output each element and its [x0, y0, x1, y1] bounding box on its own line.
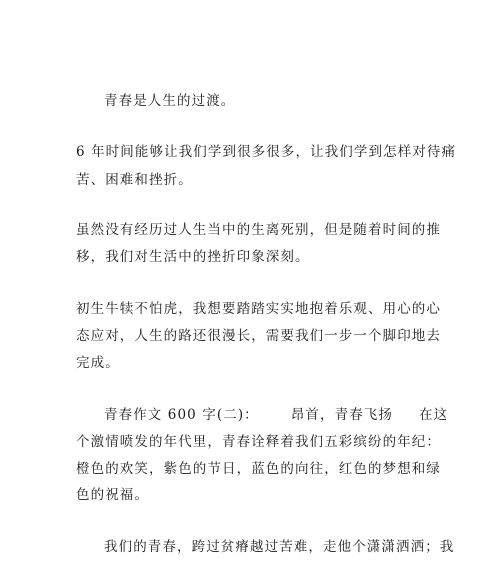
paragraph-line: 个激情喷发的年代里，青春诠释着我们五彩缤纷的年纪： [76, 434, 441, 450]
paragraph-line: 虽然没有经历过人生当中的生离死别，但是随着时间的推 [76, 222, 441, 238]
paragraph-line [104, 406, 448, 424]
paragraph-line: 完成。 [76, 355, 120, 371]
paragraph-line: 苦、困难和挫折。 [76, 172, 193, 188]
paragraph-line: 移，我们对生活中的挫折印象深刻。 [76, 249, 310, 265]
paragraph-line: 态应对，人生的路还很漫长，需要我们一步一个脚印地去 [76, 328, 441, 344]
paragraph-line: 色的祝福。 [76, 487, 149, 503]
section-subtitle: 昂首，青春飞扬 [290, 407, 393, 423]
paragraph-line: 初生牛犊不怕虎，我想要踏踏实实地抱着乐观、用心的心 [76, 301, 441, 317]
paragraph-text: 在这 [419, 407, 449, 423]
paragraph-line: 6 年时间能够让我们学到很多很多，让我们学到怎样对待痛 [76, 144, 457, 160]
paragraph-line: 橙色的欢笑，紫色的节日，蓝色的向往，红色的梦想和绿 [76, 461, 441, 477]
section-title: 青春作文 600 字(二)： [104, 407, 259, 423]
paragraph-line: 青春是人生的过渡。 [104, 93, 236, 109]
paragraph-line: 我们的青春，跨过贫瘠越过苦难，走他个潇潇洒洒；我 [104, 539, 455, 555]
